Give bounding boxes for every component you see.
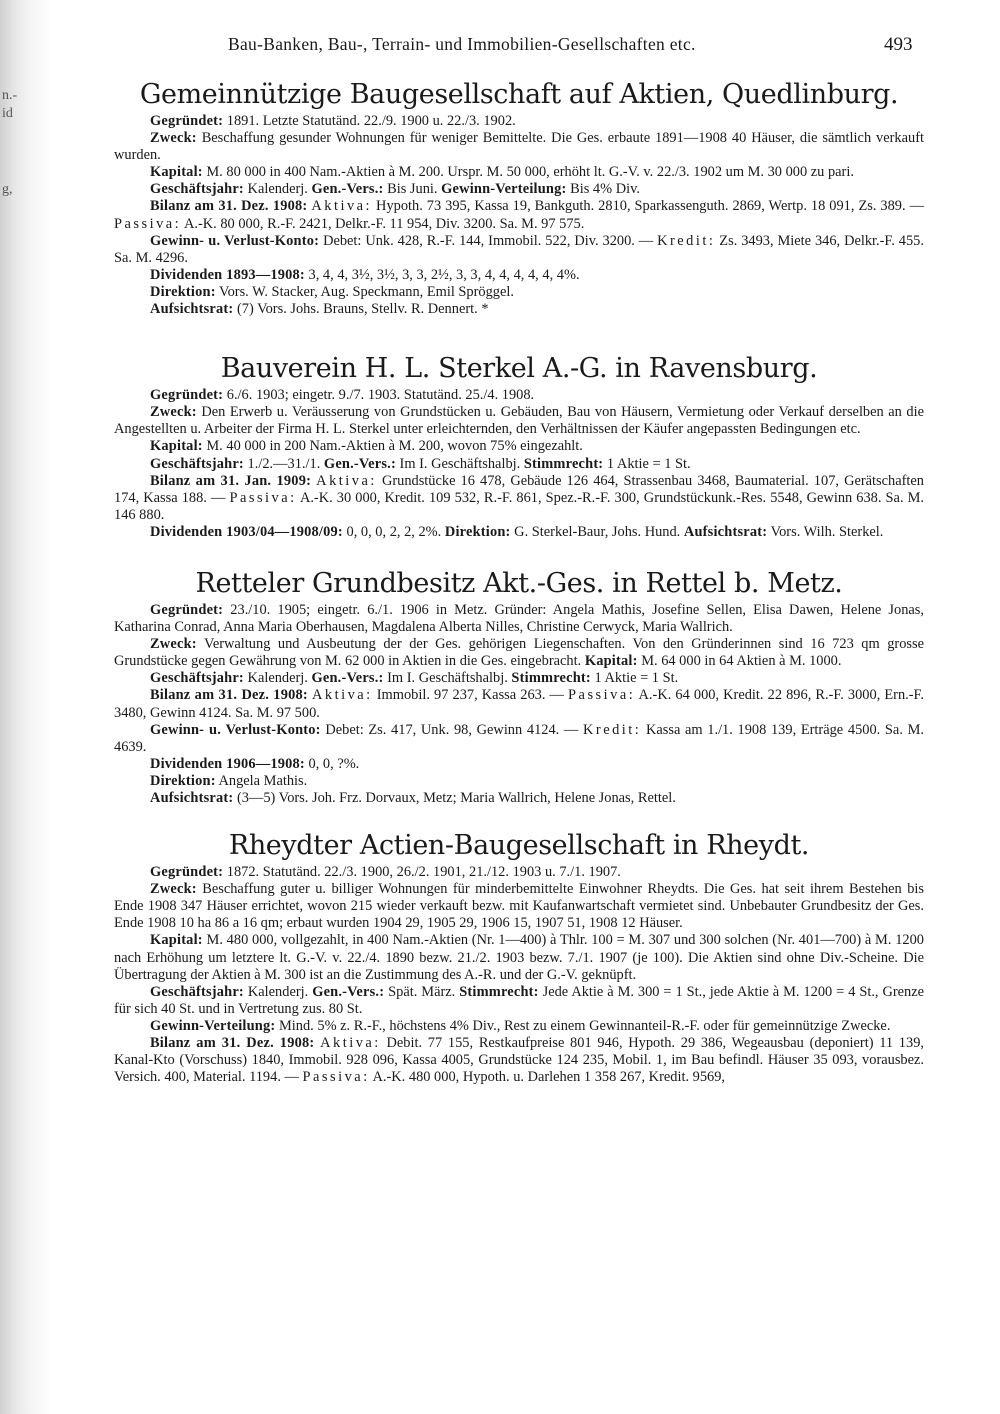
profit-loss-line <box>114 233 924 267</box>
field-label: Gegründet: <box>150 387 224 404</box>
fiscal-line <box>114 181 924 198</box>
field-text: Debet: Unk. 428, R.-F. 144, Immobil. 522, Div. 3200. — <box>323 232 654 249</box>
field-text: Bis Juni. <box>387 181 438 198</box>
field-label: Gegründet: <box>150 113 224 129</box>
field-text: Verwaltung und Ausbeutung der der Ges. gehörigen Liegenschaften. Von den Gründerinnen sind 16 723 qm grosse Grundstücke gegen Gewährung von M. 62 000 in Aktien in die Ges. eingebracht. <box>114 636 924 670</box>
kredit-label: Kredit: <box>583 721 642 738</box>
field-label: Bilanz am 31. Dez. 1908: <box>150 1035 315 1052</box>
field-text: A.-K. 480 000, Hypoth. u. Darlehen 1 358 267, Kredit. 9569, <box>372 1069 726 1086</box>
entry-spacer <box>114 541 924 567</box>
field-text: Kalenderj. <box>247 983 309 1000</box>
field-label: Geschäftsjahr: <box>150 983 244 1000</box>
aktiva-label: Aktiva: <box>320 1035 381 1052</box>
field-text: Hypoth. 73 395, Kassa 19, Bankguth. 2810, Sparkassenguth. 2869, Wertp. 18 091, Zs. 389. — <box>376 198 924 215</box>
binding-edge <box>0 0 52 1414</box>
field-label: Gen.-Vers.: <box>323 455 396 472</box>
board-line <box>114 773 924 790</box>
field-text: M. 64 000 in 64 Aktien à M. 1000. <box>641 653 842 670</box>
capital-line <box>114 164 924 181</box>
company-entry <box>114 829 924 1086</box>
field-label: Direktion: <box>150 772 216 789</box>
field-label: Dividenden 1903/04—1908/09: <box>150 523 343 540</box>
field-text: 6./6. 1903; eingetr. 9./7. 1903. Statutänd. 25./4. 1908. <box>226 387 535 404</box>
balance-line <box>114 687 924 721</box>
field-text: Beschaffung gesunder Wohnungen für weniger Bemittelte. Die Ges. erbaute 1891—1908 40 Häuser, die sämtlich verkauft wurden. <box>114 130 924 164</box>
running-title: Bau-Banken, Bau-, Terrain- und Immobilien-Gesellschaften etc. <box>228 34 696 54</box>
field-label: Geschäftsjahr: <box>150 181 244 198</box>
field-text: Den Erwerb u. Veräusserung von Grundstücken u. Gebäuden, Bau von Häusern, Vermietung oder Verkauf derselben an die Angestellten u. Arbeiter der Firma H. L. Sterkel unter erleichternden, den Verhältnissen der Käufer angepassten Bedingungen etc. <box>114 404 924 438</box>
field-label: Bilanz am 31. Dez. 1908: <box>150 687 308 704</box>
field-text: M. 480 000, vollgezahlt, in 400 Nam.-Aktien (Nr. 1—400) à Thlr. 100 = M. 307 und 300 solchen (Nr. 401—700) à M. 1200 nach Erhöhung um letztere lt. G.-V. v. 22./4. 1890 bezw. 21./2. 1903 bezw. 7./1. 1907 (je 100). Die Aktien sind ohne Div.-Scheine. Die Übertragung der Aktien à M. 300 ist an die Zustimmung des A.-R. und der G.-V. geknüpft. <box>114 932 924 983</box>
company-title: Bauverein H. L. Sterkel A.-G. in Ravensburg. <box>220 353 818 385</box>
margin-fragment: g, <box>2 182 13 197</box>
passiva-label: Passiva: <box>114 215 182 232</box>
kredit-label: Kredit: <box>657 232 716 249</box>
field-label: Gewinn- u. Verlust-Konto: <box>150 721 321 738</box>
page-number: 493 <box>884 34 913 55</box>
field-label: Stimmrecht: <box>459 983 539 1000</box>
field-text: Im I. Geschäftshalbj. <box>399 455 521 472</box>
aktiva-label: Aktiva: <box>311 687 373 704</box>
field-text: Kalenderj. <box>247 670 308 687</box>
balance-line <box>114 473 924 524</box>
entry-spacer <box>114 318 924 352</box>
passiva-label: Passiva: <box>229 489 297 506</box>
dividends-line <box>114 524 924 541</box>
field-text: 1891. Letzte Statutänd. 22./9. 1900 u. 22./3. 1902. <box>226 113 516 129</box>
field-label: Gewinn-Verteilung: <box>441 181 567 198</box>
fiscal-line <box>114 984 924 1018</box>
balance-line <box>114 1035 924 1086</box>
field-label: Kapital: <box>584 653 638 670</box>
passiva-label: Passiva: <box>568 687 636 704</box>
field-text: 0, 0, ?%. <box>308 755 360 772</box>
field-text: 1 Aktie = 1 St. <box>606 455 691 472</box>
aktiva-label: Aktiva: <box>316 472 377 489</box>
field-text: (3—5) Vors. Joh. Frz. Dorvaux, Metz; Maria Wallrich, Helene Jonas, Rettel. <box>236 790 676 806</box>
field-label: Aufsichtsrat: <box>683 523 768 540</box>
founded-line <box>114 113 924 130</box>
field-label: Dividenden 1906—1908: <box>150 755 305 772</box>
aktiva-label: Aktiva: <box>311 198 373 215</box>
field-text: Mind. 5% z. R.-F., höchstens 4% Div., Rest zu einem Gewinnanteil-R.-F. oder für gemeinnützige Zwecke. <box>279 1017 891 1034</box>
field-label: Aufsichtsrat: <box>150 301 234 318</box>
field-label: Gegründet: <box>150 864 224 881</box>
fiscal-line <box>114 670 924 687</box>
field-label: Gen.-Vers.: <box>311 181 384 198</box>
field-text: A.-K. 64 000, Kredit. 22 896, R.-F. 3000, Ern.-F. 3480, Gewinn 4124. Sa. M. 97 500. <box>114 687 925 721</box>
field-text: M. 40 000 in 200 Nam.-Aktien à M. 200, wovon 75% eingezahlt. <box>206 438 583 455</box>
entry-spacer <box>114 807 924 829</box>
field-label: Dividenden 1893—1908: <box>150 266 305 283</box>
field-text: 1 Aktie = 1 St. <box>594 670 679 687</box>
field-text: 1872. Statutänd. 22./3. 1900, 26./2. 1901, 21./12. 1903 u. 7./1. 1907. <box>226 864 621 881</box>
field-label: Direktion: <box>444 523 511 540</box>
field-text: Vors. Wilh. Sterkel. <box>770 523 884 540</box>
capital-line <box>114 438 924 455</box>
field-label: Kapital: <box>150 438 203 455</box>
field-text: Spät. März. <box>388 983 456 1000</box>
field-label: Stimmrecht: <box>511 670 591 687</box>
founded-line <box>114 387 924 404</box>
field-label: Gen.-Vers.: <box>312 983 385 1000</box>
field-text: Zs. 3493, Miete 346, Delkr.-F. 455. Sa. M. 4296. <box>114 232 924 266</box>
field-text: Angela Mathis. <box>218 772 308 789</box>
field-text: 1./2.—31./1. <box>247 455 321 472</box>
company-title: Gemeinnützige Baugesellschaft auf Aktien, Quedlinburg. <box>139 79 899 110</box>
field-label: Kapital: <box>150 164 203 181</box>
company-entry <box>114 78 924 318</box>
field-label: Bilanz am 31. Jan. 1909: <box>150 472 312 489</box>
field-text: A.-K. 30 000, Kredit. 109 532, R.-F. 861, Spez.-R.-F. 300, Grundstückunk.-Res. 5548, Gewinn 638. Sa. M. 146 880. <box>114 489 925 523</box>
field-label: Gen.-Vers.: <box>311 670 384 687</box>
company-title: Rheydter Actien-Baugesellschaft in Rheydt. <box>228 830 810 862</box>
field-text: Im I. Geschäftshalbj. <box>387 670 508 687</box>
margin-fragment: n.- <box>2 88 18 103</box>
field-label: Geschäftsjahr: <box>150 670 244 687</box>
field-text: 3, 4, 4, 3½, 3½, 3, 3, 2½, 3, 3, 4, 4, 4, 4, 4, 4%. <box>308 266 580 283</box>
field-text: Vors. W. Stacker, Aug. Speckmann, Emil Spröggel. <box>219 283 514 300</box>
field-text: A.-K. 80 000, R.-F. 2421, Delkr.-F. 11 954, Div. 3200. Sa. M. 97 575. <box>183 215 585 232</box>
field-label: Gegründet: <box>150 601 224 618</box>
field-label: Zweck: <box>150 130 197 147</box>
margin-fragment: id <box>2 106 13 121</box>
field-text: 23./10. 1905; eingetr. 6./1. 1906 in Metz. Gründer: Angela Mathis, Josefine Sellen, Elisa Dawen, Helene Jonas, Katharina Conrad, Anna Maria Oberhausen, Magdalena Alberta Nilles, Christine Cerwyck, Maria Wallrich. <box>114 601 924 636</box>
page-body <box>114 78 924 1086</box>
founded-line <box>114 864 924 881</box>
fiscal-line <box>114 456 924 473</box>
field-label: Direktion: <box>150 283 216 300</box>
field-label: Zweck: <box>150 404 197 421</box>
board-line <box>114 284 924 301</box>
company-title: Retteler Grundbesitz Akt.-Ges. in Rettel b. Metz. <box>195 567 843 599</box>
supervisory-line <box>114 790 924 807</box>
field-text: Bis 4% Div. <box>570 181 640 198</box>
purpose-line <box>114 130 924 164</box>
field-text: Debit. 77 155, Restkaufpreise 801 946, Hypoth. 29 386, Wegeausbau (deponiert) 11 139, Kanal-Kto (Vorschuss) 1840, Immobil. 928 096, Kassa 4005, Grundstücke 124 235, Mobil. 1, im Bau befindl. Häuser 35 093, vorausbez. Versich. 400, Material. 1194. — <box>114 1035 924 1086</box>
purpose-line <box>114 881 924 932</box>
founded-line <box>114 602 924 636</box>
field-text: 0, 0, 0, 2, 2, 2%. <box>346 523 442 540</box>
purpose-line <box>114 404 924 438</box>
field-label: Aufsichtsrat: <box>150 790 234 806</box>
field-text: Immobil. 97 237, Kassa 263. — <box>376 687 564 704</box>
balance-line <box>114 198 924 232</box>
field-label: Stimmrecht: <box>523 455 604 472</box>
field-text: (7) Vors. Johs. Brauns, Stellv. R. Dennert. * <box>236 301 489 318</box>
profit-loss-line <box>114 722 924 756</box>
field-label: Gewinn-Verteilung: <box>150 1017 276 1034</box>
field-text: Kalenderj. <box>247 181 308 198</box>
field-text: Debet: Zs. 417, Unk. 98, Gewinn 4124. — <box>325 721 579 738</box>
field-label: Zweck: <box>150 636 197 653</box>
field-label: Kapital: <box>150 932 203 949</box>
company-entry <box>114 567 924 807</box>
field-text: Jede Aktie à M. 300 = 1 St., jede Aktie à M. 1200 = 4 St., Grenze für sich 40 St. und in Vertretung zus. 80 St. <box>114 983 925 1017</box>
field-text: Grundstücke 16 478, Gebäude 126 464, Strassenbau 3468, Baumaterial. 107, Gerätschaften 174, Kassa 188. — <box>114 472 924 506</box>
dividends-line <box>114 756 924 773</box>
purpose-line <box>114 636 924 670</box>
field-label: Gewinn- u. Verlust-Konto: <box>150 232 320 249</box>
field-label: Zweck: <box>150 881 197 898</box>
field-text: Kassa am 1./1. 1908 139, Erträge 4500. Sa. M. 4639. <box>114 721 924 755</box>
field-text: G. Sterkel-Baur, Johs. Hund. <box>514 523 681 540</box>
supervisory-line <box>114 301 924 318</box>
field-label: Geschäftsjahr: <box>150 455 244 472</box>
dividends-line <box>114 267 924 284</box>
capital-line <box>114 932 924 983</box>
company-entry <box>114 352 924 541</box>
passiva-label: Passiva: <box>302 1069 370 1086</box>
profit-distribution-line <box>114 1018 924 1035</box>
field-label: Bilanz am 31. Dez. 1908: <box>150 198 308 215</box>
field-text: Beschaffung guter u. billiger Wohnungen für minderbemittelte Einwohner Rheydts. Die Ges. hat seit ihrem Bestehen bis Ende 1908 347 Häuser errichtet, wovon 215 wieder verkauft bezw. mit Kaufanwartschaft vermietet sind. Unbebauter Grundbesitz der Ges. Ende 1908 10 ha 86 a 16 qm; erbaut wurden 1904 29, 1905 29, 1906 15, 1907 51, 1908 12 Häuser. <box>114 881 924 932</box>
field-text: M. 80 000 in 400 Nam.-Aktien à M. 200. Urspr. M. 50 000, erhöht lt. G.-V. v. 22./3. 1902 um M. 30 000 zu pari. <box>206 164 854 181</box>
